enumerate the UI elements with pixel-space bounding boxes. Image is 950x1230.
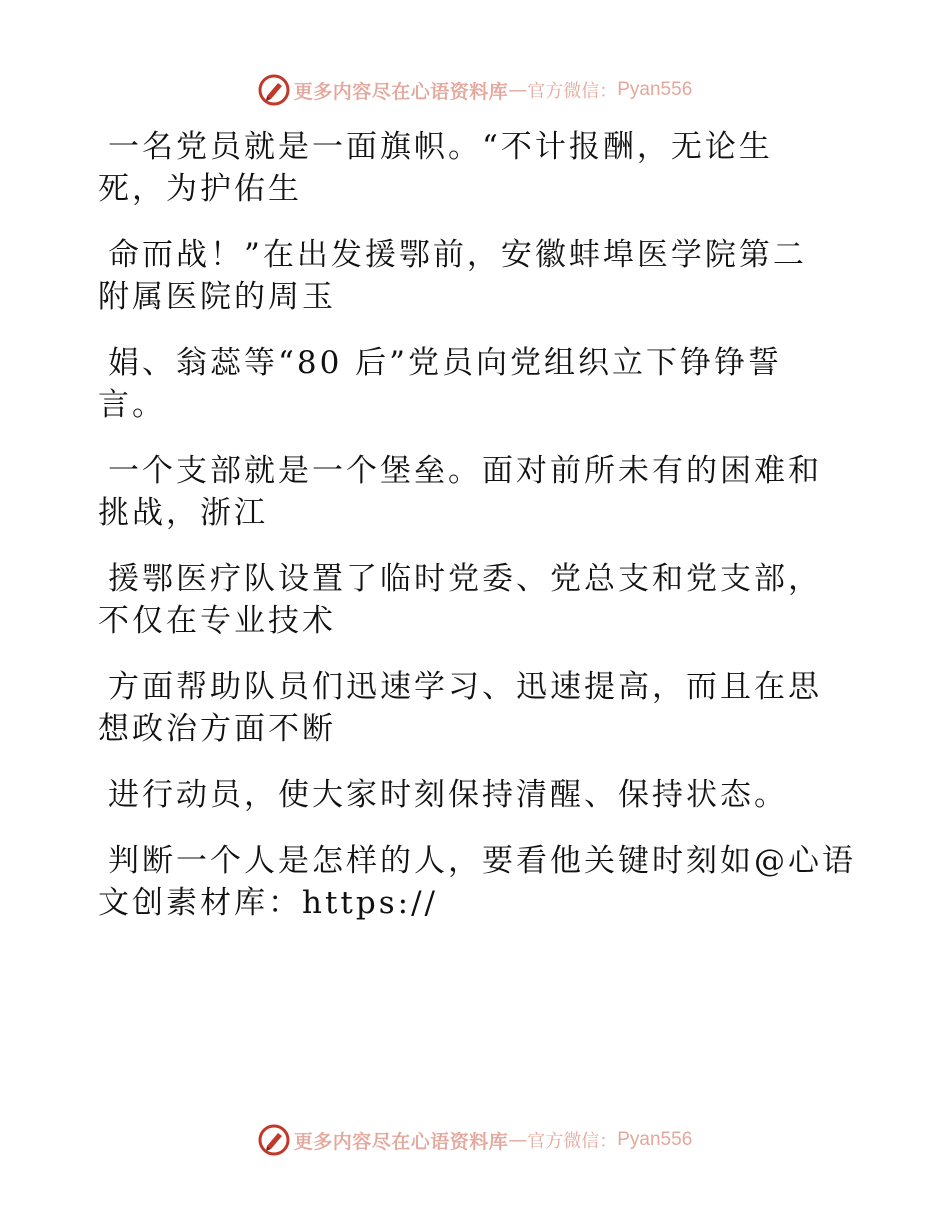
paragraph-3: [98, 342, 858, 426]
paragraph-line: 言。: [98, 387, 166, 423]
header-banner: [0, 70, 950, 110]
footer-wechat-id: Pyan556: [617, 1129, 693, 1150]
paragraph-line: 方面帮助队员们迅速学习、迅速提高，而且在思: [108, 669, 822, 705]
pen-logo-icon: [258, 1124, 290, 1156]
paragraph-7: [98, 774, 858, 816]
document-body: [98, 126, 858, 948]
paragraph-line: 挑战，浙江: [98, 495, 268, 531]
footer-banner: [0, 1120, 950, 1160]
paragraph-line: 附属医院的周玉: [98, 279, 336, 315]
paragraph-line: 死，为护佑生: [98, 171, 302, 207]
paragraph-8: [98, 840, 858, 924]
paragraph-line: 文创素材库：https://: [98, 885, 438, 921]
paragraph-line: 进行动员，使大家时刻保持清醒、保持状态。: [108, 777, 788, 813]
paragraph-line: 援鄂医疗队设置了临时党委、党总支和党支部，: [108, 561, 822, 597]
header-wechat-id: Pyan556: [617, 79, 693, 100]
header-promo-text: 更多内容尽在心语资料库: [293, 80, 509, 103]
paragraph-1: [98, 126, 858, 210]
footer-promo-text: 更多内容尽在心语资料库: [293, 1130, 509, 1153]
paragraph-line: 一个支部就是一个堡垒。面对前所未有的困难和: [108, 453, 822, 489]
paragraph-line: 命而战！”在出发援鄂前，安徽蚌埠医学院第二: [108, 237, 807, 273]
header-wechat-label: 官方微信：: [527, 81, 618, 102]
paragraph-line: 一名党员就是一面旗帜。“不计报酬，无论生: [108, 129, 773, 165]
paragraph-line: 想政治方面不断: [98, 711, 336, 747]
footer-wechat-label: 官方微信：: [527, 1131, 618, 1152]
paragraph-line: 娟、翁蕊等“80 后”党员向党组织立下铮铮誓: [108, 345, 782, 381]
paragraph-5: [98, 558, 858, 642]
paragraph-line: 判断一个人是怎样的人，要看他关键时刻如@心语: [108, 843, 856, 879]
header-separator: —: [508, 79, 528, 101]
paragraph-line: 不仅在专业技术: [98, 603, 336, 639]
footer-separator: —: [508, 1129, 528, 1151]
paragraph-4: [98, 450, 858, 534]
pen-logo-icon: [258, 74, 290, 106]
paragraph-2: [98, 234, 858, 318]
paragraph-6: [98, 666, 858, 750]
